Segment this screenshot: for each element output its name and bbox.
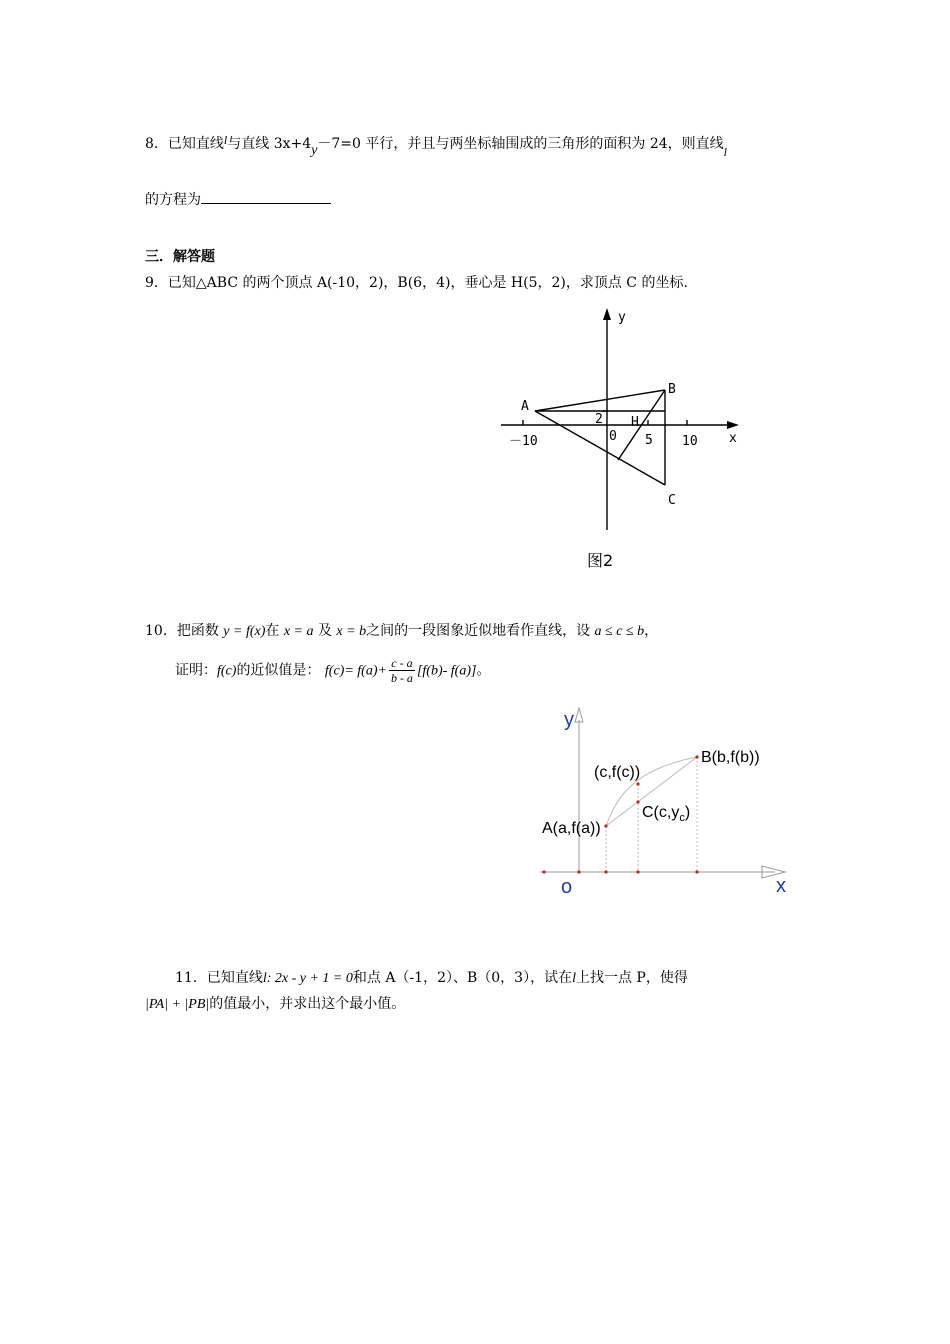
q10-label-C-end: ): [684, 804, 691, 821]
q8-var-l2: l: [723, 145, 727, 159]
q8-text-3: －7=0 平行，并且与两坐标轴围成的三角形的面积为 24，则直线: [317, 136, 724, 152]
q10-proof-prefix: 证明：: [175, 662, 217, 679]
q9-tick-label-5: 5: [645, 433, 653, 448]
q10-point-x-c: [636, 870, 639, 873]
q9-tick-label-m10: －10: [509, 434, 538, 449]
q10-label-o: o: [561, 876, 573, 898]
q11-var-l2: l: [572, 971, 576, 986]
q11-expression: |PA| + |PB|: [145, 997, 210, 1012]
q11-text-1: 11．已知直线: [175, 970, 263, 986]
q9-figure: [495, 300, 755, 575]
q11-line1: [175, 968, 688, 989]
q10-formula-right: [f(b)- f(a)]: [416, 663, 477, 679]
q9-tick-label-10: 10: [682, 434, 698, 449]
q10-frac-den: b - a: [390, 671, 413, 685]
q11-text-3: 上找一点 P，使得: [575, 970, 688, 986]
q10-point-left: [542, 870, 545, 873]
q10-point-cfc: [636, 782, 639, 785]
q11-text-2: 和点 A（-1，2）、B（0，3），试在: [352, 970, 573, 986]
section-title: 三．解答题: [145, 249, 215, 265]
q10-line2: [175, 656, 490, 685]
q10-label-A: A(a,f(a)): [542, 820, 601, 837]
q10-frac-num: c - a: [389, 656, 415, 671]
q10-comma: ，: [644, 623, 659, 639]
q10-period: 。: [476, 662, 491, 679]
q9-label-B: B: [668, 382, 676, 397]
q9-label-x: x: [729, 431, 737, 446]
q10-number: 10．: [145, 623, 177, 639]
q10-point-x-a: [604, 870, 607, 873]
q10-label-y: y: [564, 709, 574, 731]
q9-y-arrow: [603, 308, 611, 320]
q10-point-origin: [577, 870, 580, 873]
q10-text-1: 把函数: [176, 623, 219, 639]
q8-text-4: 的方程为: [145, 192, 201, 208]
q10-fc: f(c): [217, 663, 237, 679]
q10-label-B: B(b,f(b)): [701, 749, 760, 766]
q10-inequality: a ≤ c ≤ b: [594, 624, 645, 639]
q8-var-y: y: [311, 143, 318, 158]
q10-label-cfc: (c,f(c)): [594, 764, 641, 781]
q10-x-eq-a: x = a: [283, 624, 314, 639]
q9-label-A: A: [521, 399, 529, 414]
q11-line2: [145, 994, 405, 1015]
q10-line1: [145, 621, 658, 642]
q9-figure-caption: 图2: [587, 551, 614, 570]
q9-label-C: C: [668, 493, 676, 508]
q8-var-l: l: [223, 133, 228, 147]
q10-text-3: 及: [317, 623, 332, 639]
q10-label-C-sub: c: [679, 812, 685, 824]
q10-label-C: [642, 804, 690, 824]
q9-label-y: y: [618, 310, 626, 325]
q8-text-1: 已知直线: [167, 136, 224, 152]
q9-label-H: H: [631, 415, 639, 430]
q9-label-2: 2: [595, 412, 603, 427]
q10-point-A: [604, 824, 607, 827]
q10-point-x-b: [695, 870, 698, 873]
q10-y-arrow: [575, 708, 583, 722]
q10-label-x: x: [776, 875, 786, 897]
q10-formula-left: f(c)= f(a)+: [324, 663, 387, 679]
q10-text-2: 在: [265, 623, 280, 639]
q10-func: y = f(x): [223, 624, 266, 639]
q10-fraction: [389, 656, 415, 685]
q8-answer-blank[interactable]: [201, 191, 331, 204]
q11-text-4: 的值最小，并求出这个最小值。: [209, 996, 406, 1012]
q9-text: 9．已知△ABC 的两个顶点 A(-10，2)，B(6，4)，垂心是 H(5，2)，求顶点 C 的坐标.: [145, 275, 688, 291]
q8-text-2: 与直线 3x+4: [227, 136, 312, 152]
q9-side-AB: [535, 390, 665, 411]
q8-line1: [145, 130, 727, 162]
q9-label-O: 0: [609, 429, 617, 444]
q10-text-4: 之间的一段图象近似地看作直线，设: [366, 623, 591, 639]
q10-point-C: [636, 800, 639, 803]
q8-number: 8．: [145, 136, 168, 152]
q10-proof-mid: 的近似值是：: [236, 662, 321, 679]
q11-equation: : 2x - y + 1 = 0: [266, 971, 353, 986]
q10-figure: [530, 700, 800, 900]
q11-var-l: l: [262, 971, 267, 986]
q10-label-C-main: C(c,y: [642, 804, 680, 821]
q9-x-arrow: [727, 421, 739, 429]
q8-line2: [145, 190, 331, 210]
q10-x-eq-b: x = b: [336, 624, 367, 639]
q10-point-B: [695, 755, 698, 758]
